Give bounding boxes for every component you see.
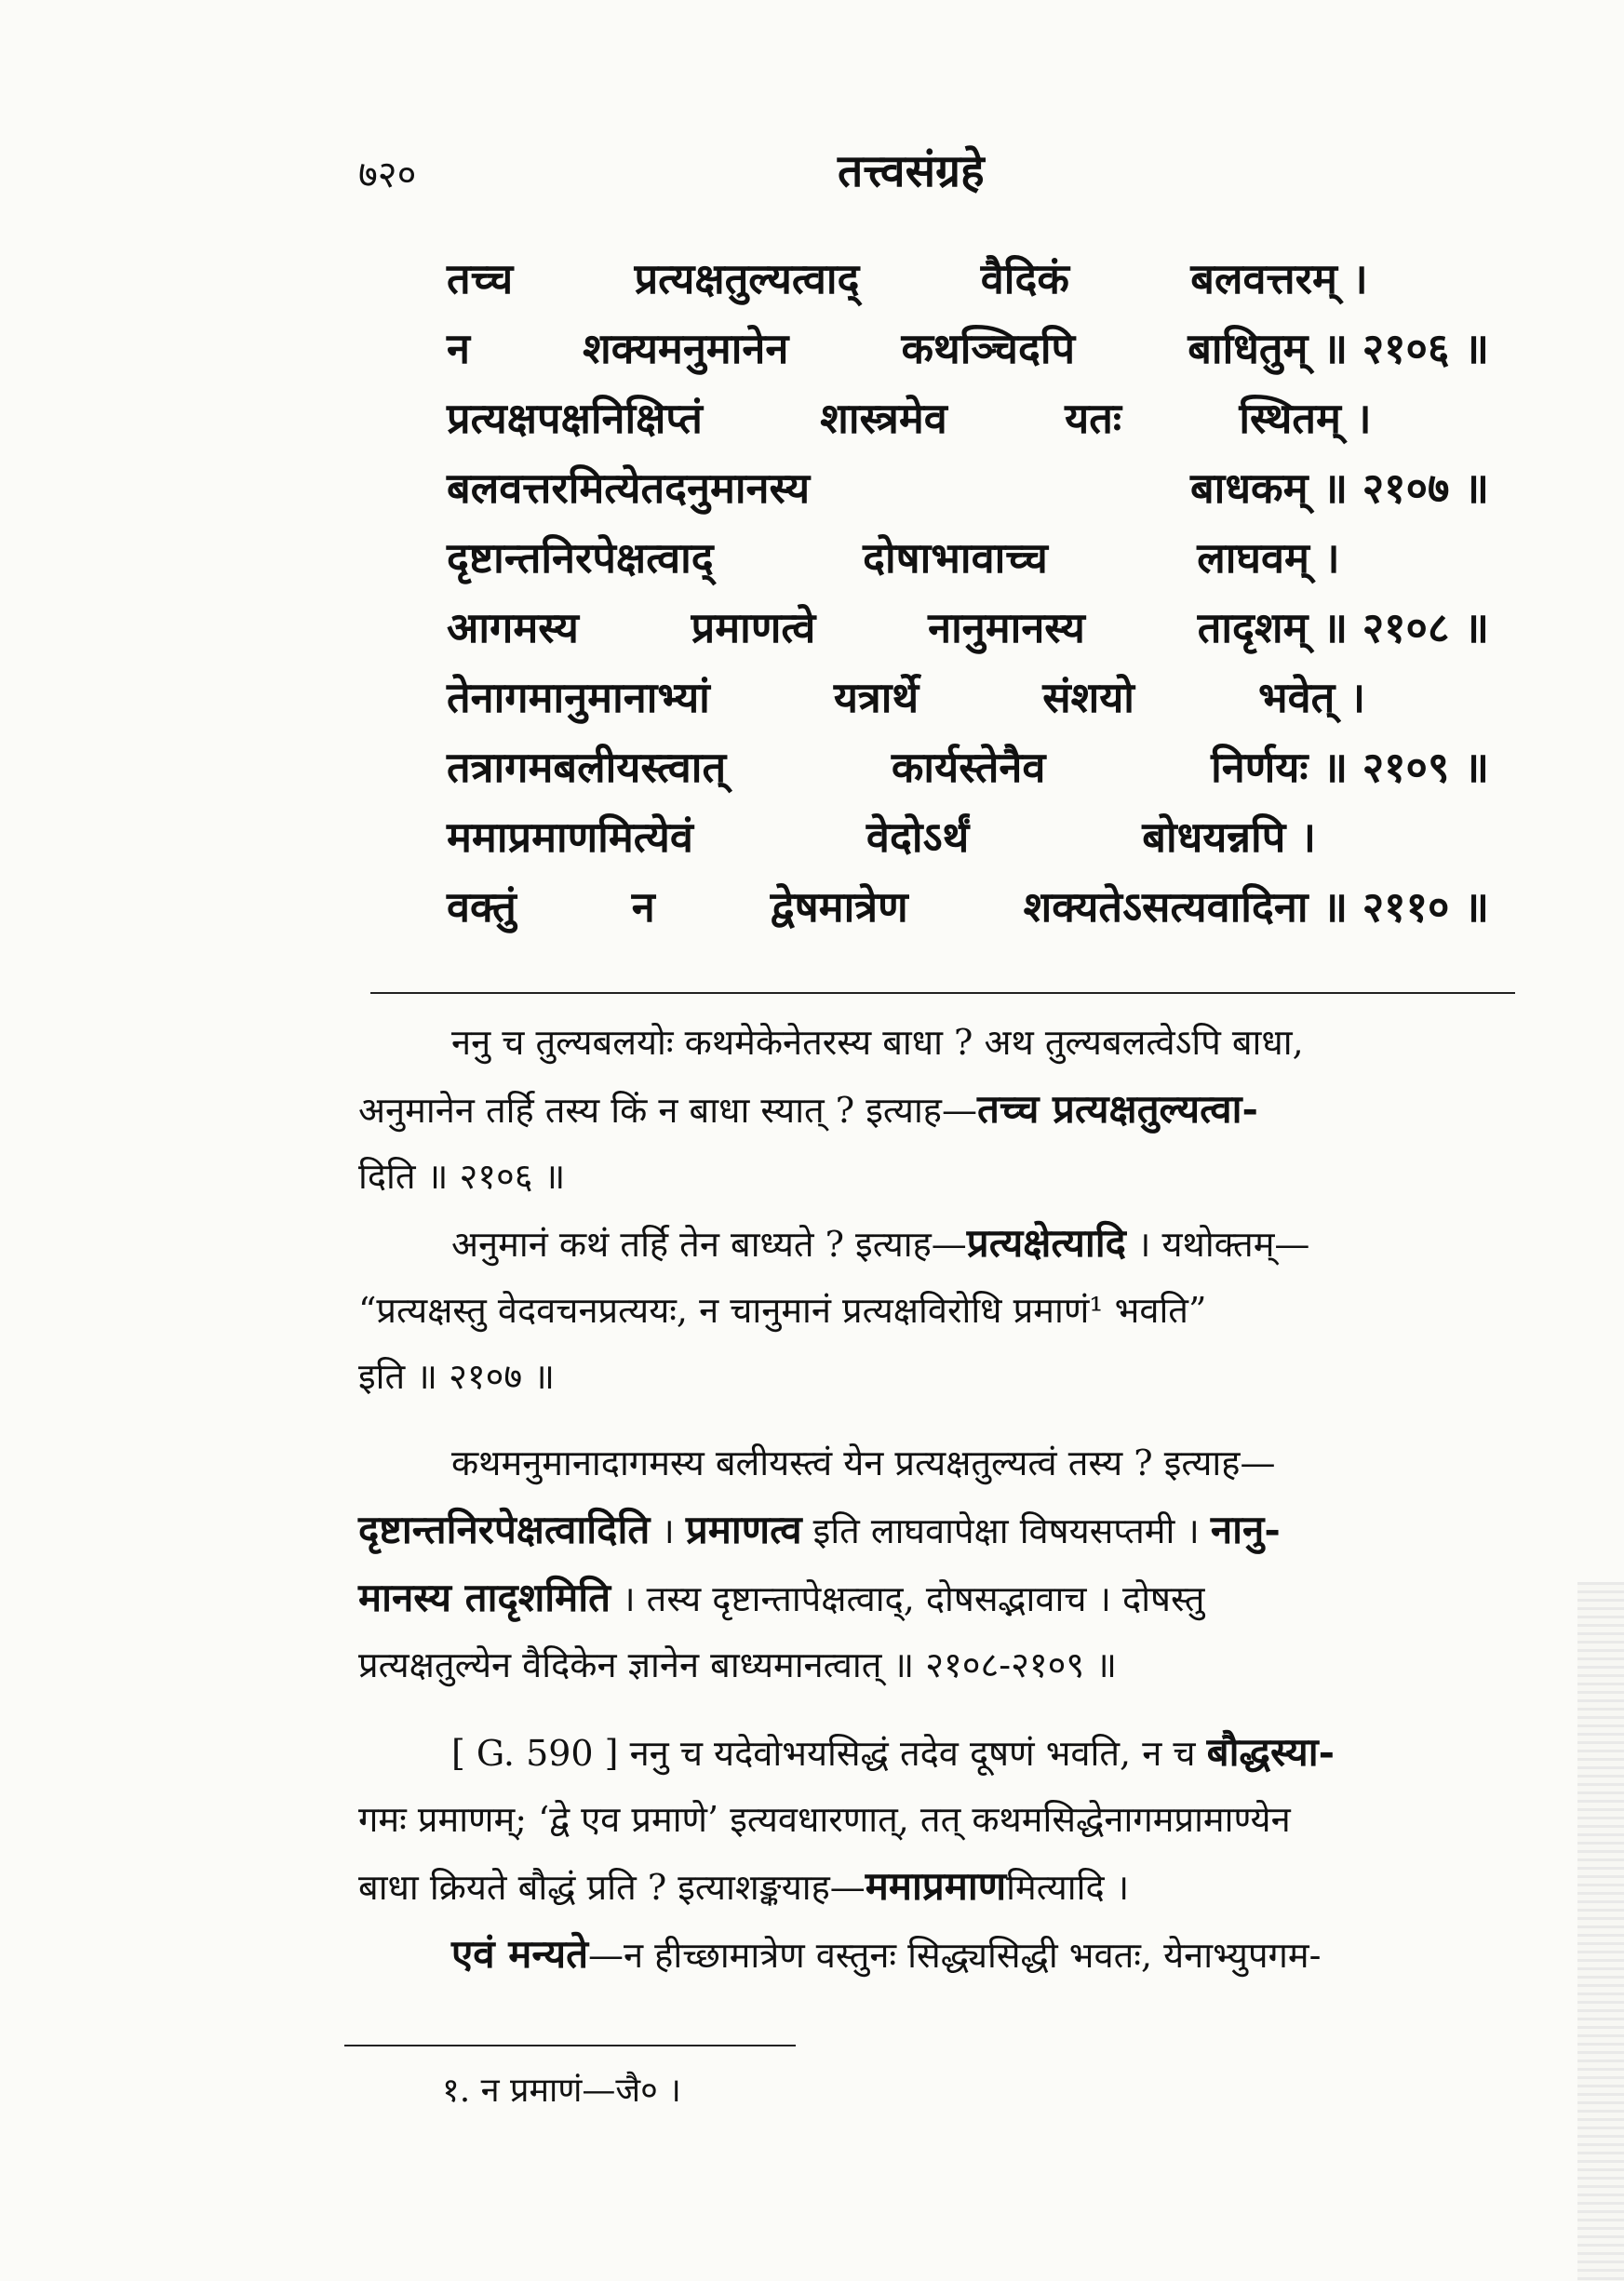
verse-line: प्रत्यक्षपक्षनिक्षिप्तं शास्त्रमेव यतः स्थितम् । [447, 394, 1372, 443]
running-title: तत्त्वसंग्रहे [838, 145, 985, 197]
verse-line: तत्रागमबलीयस्त्वात् कार्यस्तेनैव निर्णयः ॥ २१०९ ॥ [447, 743, 1489, 792]
verse-line: वक्तुं न द्वेषमात्रेण शक्यतेऽसत्यवादिना ॥ २११० ॥ [447, 882, 1489, 932]
verse-line: बलवत्तरमित्येतदनुमानस्य बाधकम् ॥ २१०७ ॥ [447, 463, 1489, 513]
footnote: १. न प्रमाणं—जै० । [442, 2072, 681, 2110]
verse-line: तेनागमानुमानाभ्यां यत्रार्थे संशयो भवेत् । [447, 673, 1365, 722]
verse-line: दृष्टान्तनिरपेक्षत्वाद् दोषाभावाच्च लाघवम् । [447, 533, 1340, 583]
commentary-paragraph: अनुमानं कथं तर्हि तेन बाध्यते ? इत्याह—प्रत्यक्षेत्यादि । यथोक्तम्— “प्रत्यक्षस्तु वेदवचनप्रत्ययः, न चानुमानं प्रत्यक्षविरोधि प्रमाणं¹ भवति” इति ॥ २१०७ ॥ [358, 1220, 1310, 1397]
separator-rule [370, 992, 1515, 994]
verse-line: न शक्यमनुमानेन कथञ्चिदपि बाधितुम् ॥ २१०६ ॥ [447, 324, 1489, 373]
verse-line: ममाप्रमाणमित्येवं वेदोऽर्थं बोधयन्नपि । [447, 812, 1316, 862]
scan-noise [1577, 1582, 1624, 2281]
commentary-paragraph: एवं मन्यते—न हीच्छामात्रेण वस्तुनः सिद्ध्यसिद्धी भवतः, येनाभ्युपगम- [451, 1931, 1322, 1977]
page-header [0, 140, 1624, 214]
commentary [358, 1010, 1512, 1989]
footnote-rule [344, 2045, 796, 2046]
commentary-paragraph: ननु च तुल्यबलयोः कथमेकेनेतरस्य बाधा ? अथ तुल्यबलत्वेऽपि बाधा, अनुमानेन तर्हि तस्य किं न बाधा स्यात् ? इत्याह—तच्च प्रत्यक्षतुल्यत्वा- दिति ॥ २१०६ ॥ [358, 1022, 1304, 1197]
verse-line: आगमस्य प्रमाणत्वे नानुमानस्य तादृशम् ॥ २१०८ ॥ [447, 603, 1489, 652]
commentary-paragraph: [ G. 590 ] ननु च यदेवोभयसिद्धं तदेव दूषणं भवति, न च बौद्धस्या- गमः प्रमाणम्; ‘द्वे एव प्रमाणे’ इत्यवधारणात्, तत् कथमसिद्धेनागमप्रामाण्येन बाधा क्रियते बौद्धं प्रति ? इत्याशङ्कयाह—ममाप्रमाणमित्यादि । [358, 1729, 1335, 1909]
verse-line: तच्च प्रत्यक्षतुल्यत्वाद् वैदिकं बलवत्तरम् । [447, 254, 1368, 303]
commentary-paragraph: कथमनुमानादागमस्य बलीयस्त्वं येन प्रत्यक्षतुल्यत्वं तस्य ? इत्याह— दृष्टान्तनिरपेक्षत्वादिति । प्रमाणत्व इति लाघवापेक्षा विषयसप्तमी । नानु- मानस्य तादृशमिति । तस्य दृष्टान्तापेक्षत्वाद्, दोषसद्भावाच । दोषस्तु प्रत्यक्षतुल्येन वैदिकेन ज्ञानेन बाध्यमानत्वात् ॥ २१०८-२१०९ ॥ [358, 1442, 1281, 1685]
verse-block [447, 244, 1489, 942]
page-number: ७२० [358, 154, 417, 196]
